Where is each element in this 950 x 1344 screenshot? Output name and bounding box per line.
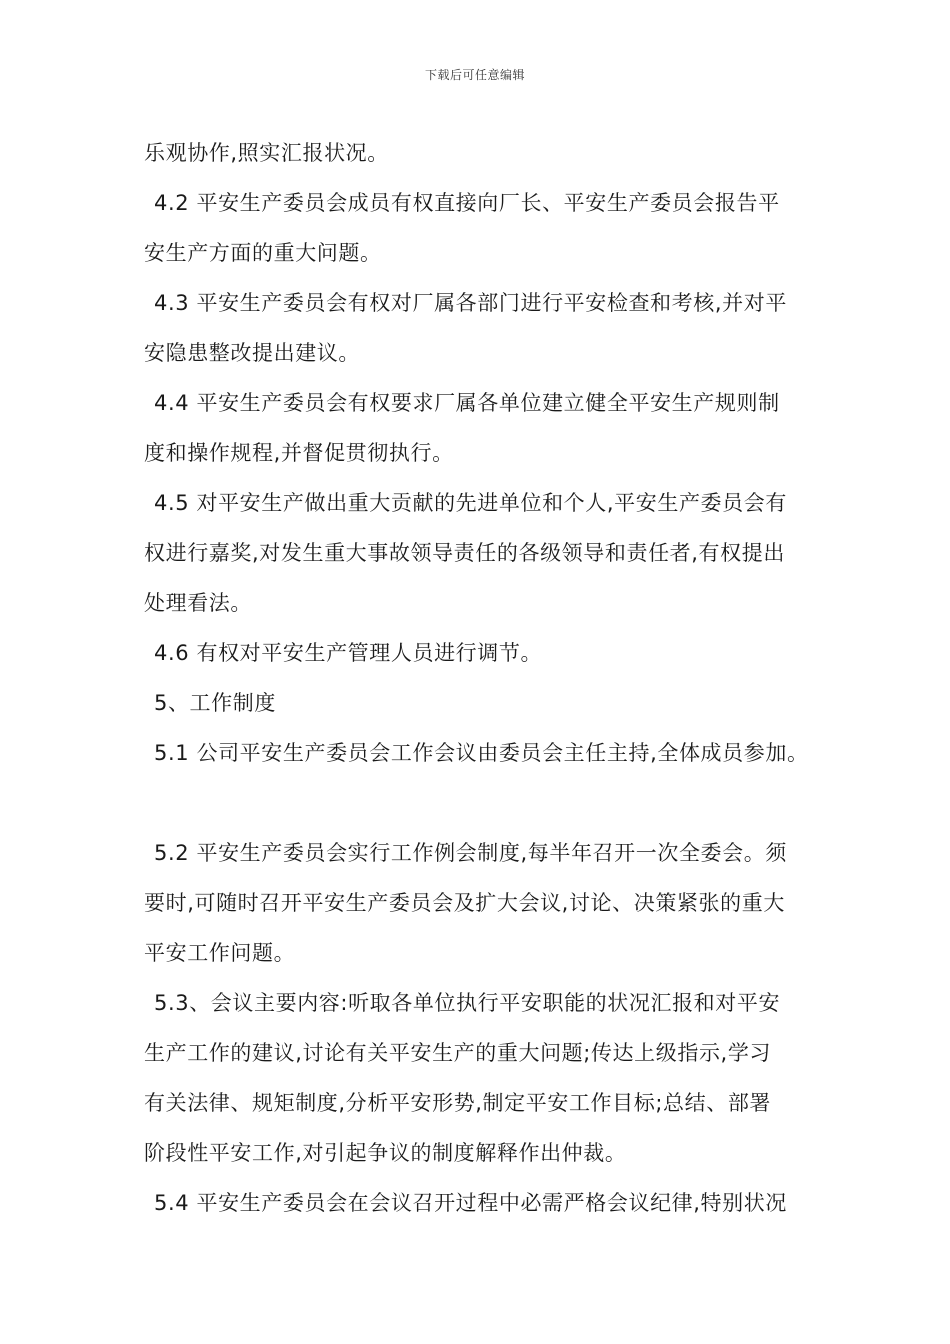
paragraph-line: 安隐患整改提出建议。 — [144, 341, 360, 365]
paragraph-line: 平安工作问题。 — [144, 941, 296, 965]
paragraph-line: 4.6 有权对平安生产管理人员进行调节。 — [154, 641, 543, 665]
paragraph-line: 权进行嘉奖,对发生重大事故领导责任的各级领导和责任者,有权提出 — [144, 541, 785, 565]
paragraph-line: 4.2 平安生产委员会成员有权直接向厂长、平安生产委员会报告平 — [154, 191, 780, 215]
section-heading: 5、工作制度 — [154, 691, 276, 715]
paragraph-line: 生产工作的建议,讨论有关平安生产的重大问题;传达上级指示,学习 — [144, 1041, 772, 1065]
paragraph-line: 4.5 对平安生产做出重大贡献的先进单位和个人,平安生产委员会有 — [154, 491, 787, 515]
paragraph-line: 乐观协作,照实汇报状况。 — [144, 141, 389, 165]
page-header: 下载后可任意编辑 — [424, 68, 525, 82]
paragraph-line: 要时,可随时召开平安生产委员会及扩大会议,讨论、决策紧张的重大 — [144, 891, 785, 915]
paragraph-line: 4.4 平安生产委员会有权要求厂属各单位建立健全平安生产规则制 — [154, 391, 780, 415]
paragraph-line: 有关法律、规矩制度,分析平安形势,制定平安工作目标;总结、部署 — [144, 1091, 772, 1115]
paragraph-line: 5.2 平安生产委员会实行工作例会制度,每半年召开一次全委会。须 — [154, 841, 787, 865]
document-body — [144, 128, 824, 1228]
paragraph-line: 安生产方面的重大问题。 — [144, 241, 382, 265]
paragraph-line: 处理看法。 — [144, 591, 252, 615]
paragraph-line: 5.3、会议主要内容:听取各单位执行平安职能的状况汇报和对平安 — [154, 991, 781, 1015]
paragraph-line: 阶段性平安工作,对引起争议的制度解释作出仲裁。 — [144, 1141, 627, 1165]
blank-line — [144, 778, 824, 828]
paragraph-line: 度和操作规程,并督促贯彻执行。 — [144, 441, 454, 465]
paragraph-line: 4.3 平安生产委员会有权对厂属各部门进行平安检查和考核,并对平 — [154, 291, 787, 315]
paragraph-line: 5.1 公司平安生产委员会工作会议由委员会主任主持,全体成员参加。 — [154, 741, 809, 765]
paragraph-line: 5.4 平安生产委员会在会议召开过程中必需严格会议纪律,特别状况 — [154, 1191, 787, 1215]
